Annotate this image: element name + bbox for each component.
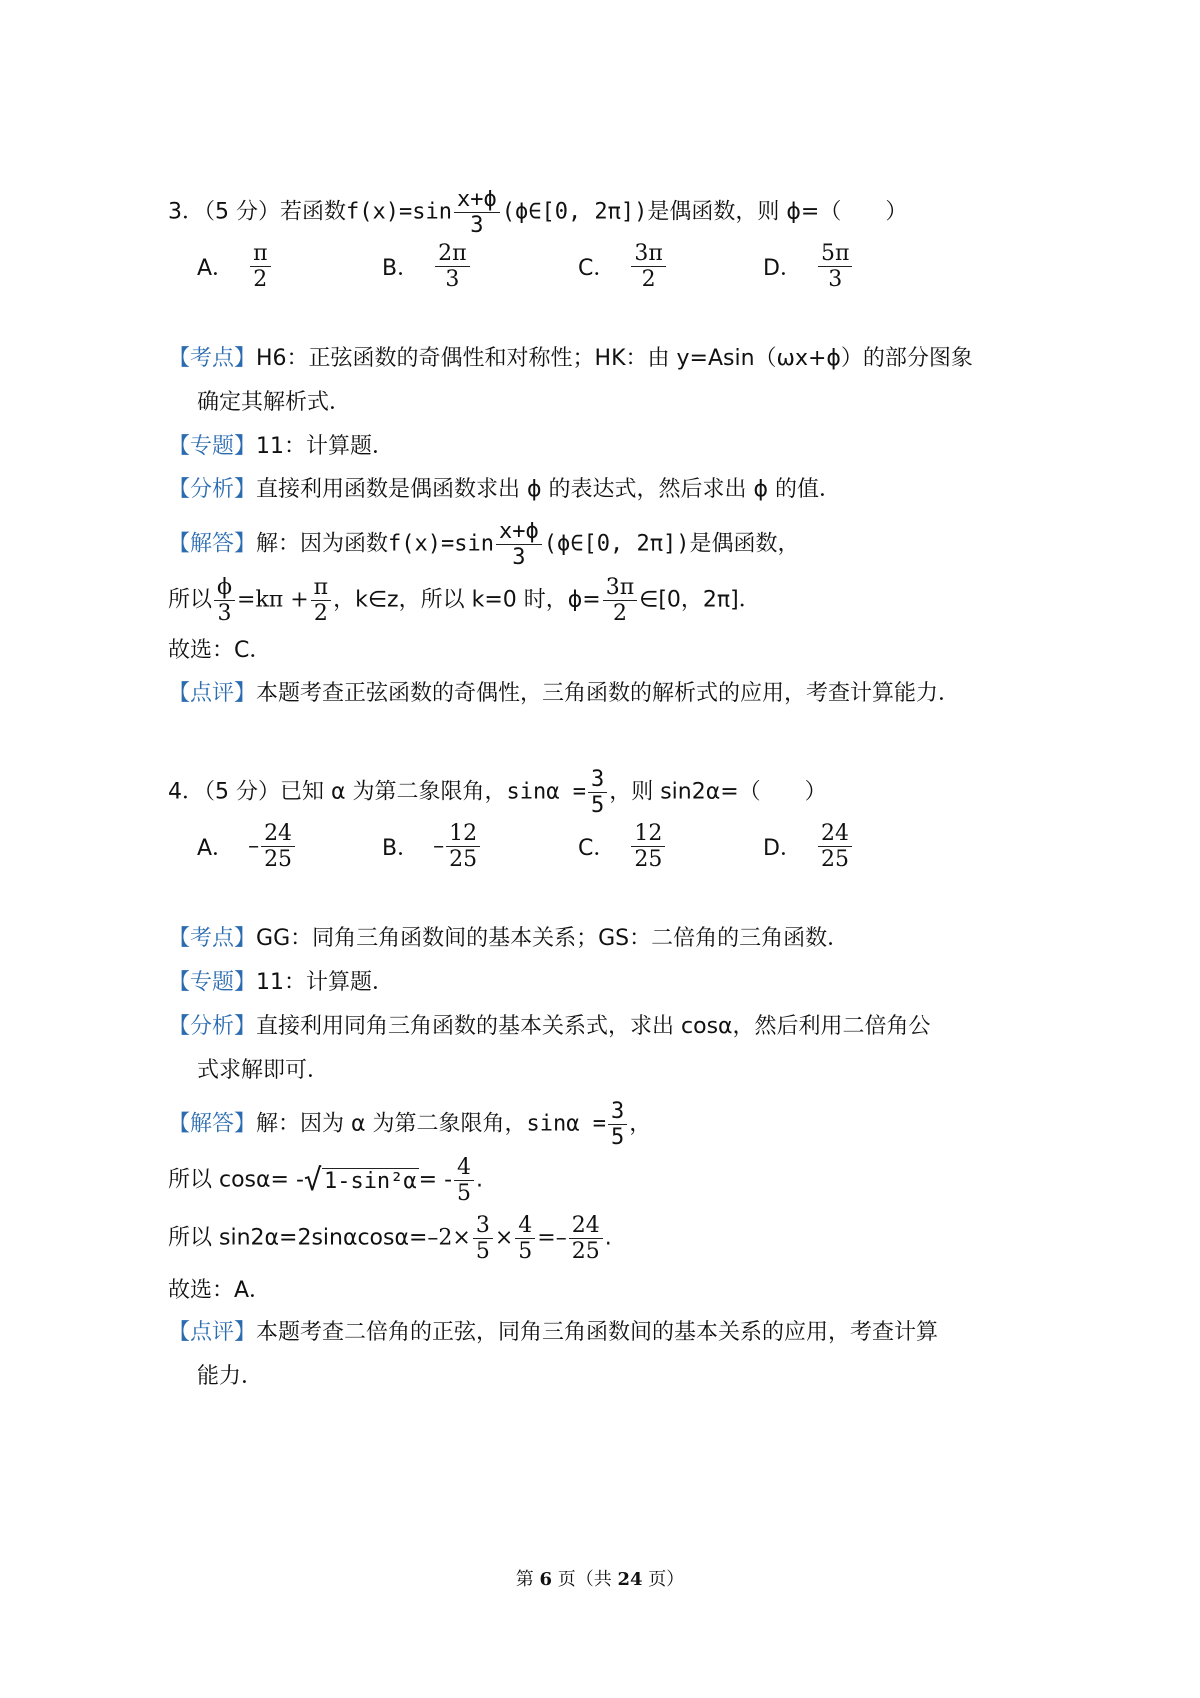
q3-dianping-text: 本题考查正弦函数的奇偶性，三角函数的解析式的应用，考查计算能力． [256,681,961,706]
q4-option-b[interactable]: B． – $\frac{12}{25}$ [382,822,482,871]
q3-kaodian [168,348,973,370]
q4-dianping: 【点评】本题考查二倍角的正弦，同角三角函数间的基本关系的应用，考查计算 [168,1320,939,1345]
q4-jieda: 【解答】解：因为 α 为第二象限角，sinα = $\frac{3}{5}$ ， [168,1099,652,1151]
q4-sin2-step: 所以 sin2α=2sinαcosα=–2× $\frac{3}{5}$ × $\frac{4}{5}$ =– $\frac{24}{25}$ . [168,1213,612,1265]
q3-stem-suffix: 是偶函数，则 ϕ=（ ） [647,199,908,225]
q3-fenxi-text: 直接利用函数是偶函数求出 ϕ 的表达式，然后求出 ϕ 的值． [256,477,842,502]
q3-stem-prefix: 3．（5 分）若函数 [168,199,346,225]
q3-func-cond: (ϕ∈[0, 2π]) [501,199,648,225]
q4-option-a[interactable]: A． – $\frac{24}{25}$ [197,822,297,871]
page-total: 24 [617,1569,643,1590]
q4-option-d[interactable]: D． $\frac{24}{25}$ [763,822,854,871]
q4-zhuanti: 【专题】11：计算题． [168,970,395,995]
page-footer: 第 6 页（共 24 页） [515,1569,685,1590]
q3-step1: 所以 $\frac{\phi}{3}$ =kπ + $\frac{\pi}{2}$ ，k∈z，所以 k=0 时，ϕ= $\frac{3\pi}{2}$ ∈[0，2π]． [168,575,761,627]
q3-dianping-tag: 【点评】 [168,681,257,706]
q3-answer: 故选：C． [168,638,272,663]
q4-stem: 4．（5 分）已知 α 为第二象限角，sinα = $\frac{3}{5}$ ，则 sin2α=（ ） [168,767,827,819]
q3-zhuanti [168,436,394,458]
q3-option-a[interactable]: A． $\frac{\pi}{2}$ [197,242,273,291]
q3-stem [168,188,907,237]
q3-func-fraction: $\frac{x+\phi}{3}$ [454,188,500,237]
q3-kaodian-text: H6：正弦函数的奇偶性和对称性；HK：由 y=Asin（ωx+ϕ）的部分图象 [256,346,973,371]
q3-kaodian-tag: 【考点】 [168,346,257,371]
q3-option-d[interactable]: D． $\frac{5\pi}{3}$ [763,242,854,291]
q3-fenxi [168,479,841,501]
page-number: 6 [539,1569,552,1590]
q3-option-b[interactable]: B． $\frac{2\pi}{3}$ [382,242,472,291]
q3-fenxi-tag: 【分析】 [168,477,257,502]
q4-answer: 故选：A． [168,1278,272,1303]
q3-jieda: 【解答】解：因为函数f(x)=sin $\frac{x+\phi}{3}$ (ϕ∈[0, 2π])是偶函数， [168,519,800,571]
q4-dianping-cont: 能力． [197,1364,264,1389]
q3-option-c[interactable]: C． $\frac{3\pi}{2}$ [578,242,668,291]
q3-zhuanti-tag: 【专题】 [168,434,257,459]
q3-jieda-fraction: $\frac{x+\phi}{3}$ [496,520,542,569]
q3-kaodian-cont: 确定其解析式． [197,390,352,415]
q4-kaodian: 【考点】GG：同角三角函数间的基本关系；GS：二倍角的三角函数． [168,926,850,951]
q3-jieda-tag: 【解答】 [168,531,257,557]
q4-sin-fraction: $\frac{3}{5}$ [588,768,607,817]
q4-option-c[interactable]: C． $\frac{12}{25}$ [578,822,667,871]
q4-cos-step: 所以 cosα= -√1-sin²α= - $\frac{4}{5}$ . [168,1155,484,1207]
sqrt-expression: √1-sin²α [303,1162,417,1198]
q3-zhuanti-text: 11：计算题． [256,434,395,459]
q4-fenxi-cont: 式求解即可． [197,1058,330,1083]
q3-dianping [168,683,960,705]
radical-icon: √ [303,1162,322,1198]
q4-fenxi: 【分析】直接利用同角三角函数的基本关系式，求出 cosα，然后利用二倍角公 [168,1014,931,1039]
q3-func-lhs: f(x)=sin [346,199,452,225]
